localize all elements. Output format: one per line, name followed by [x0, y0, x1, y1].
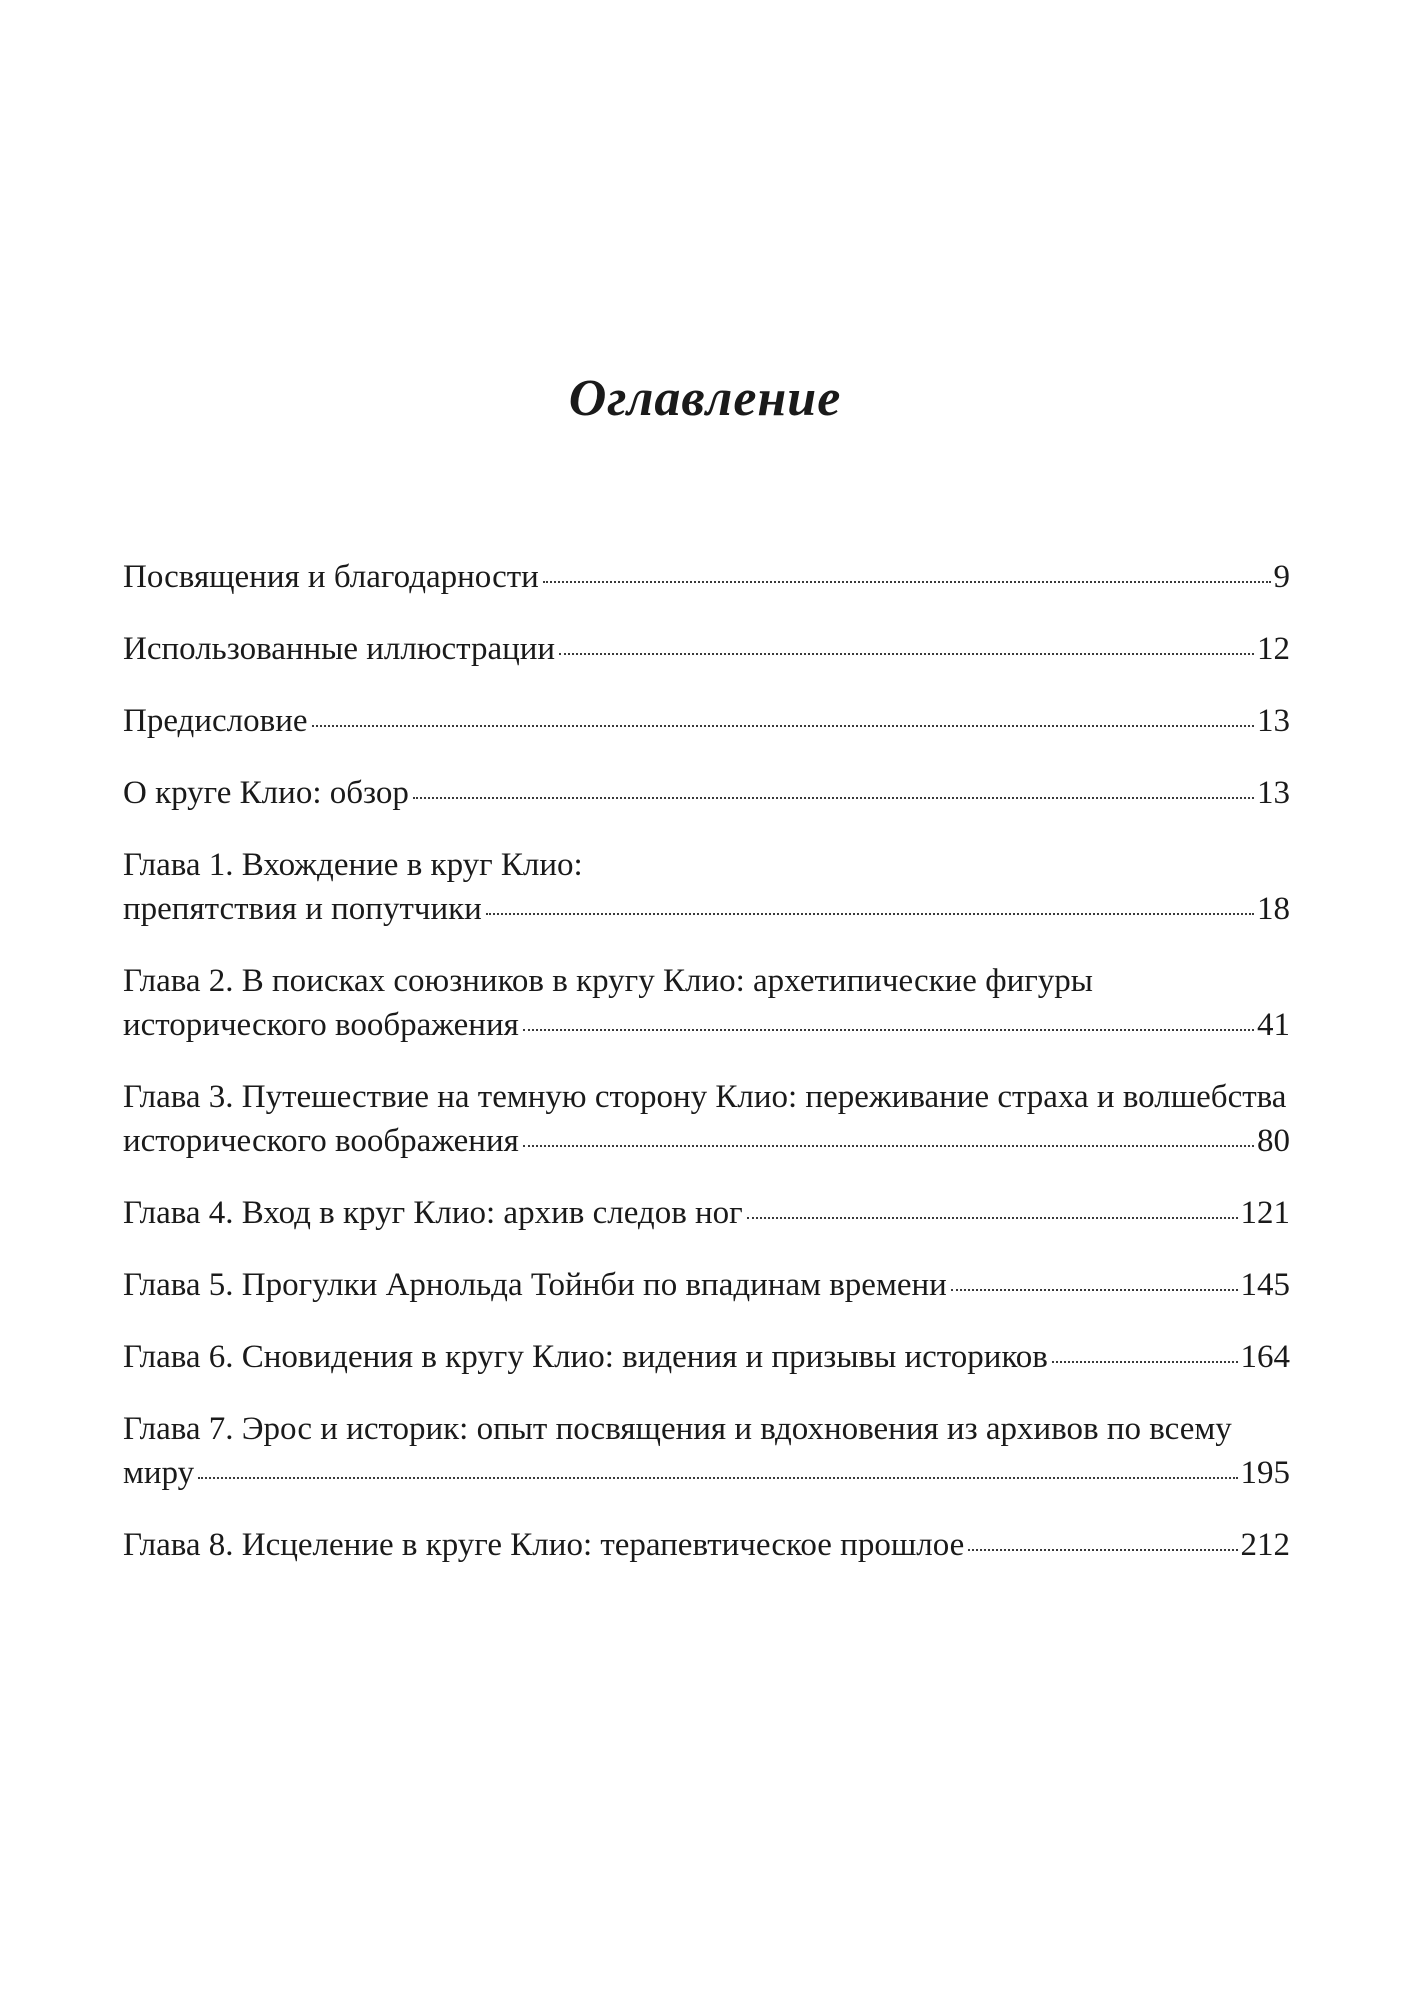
toc-entry-title: Использованные иллюстрации [123, 631, 556, 667]
toc-entry [123, 627, 1290, 671]
toc-entry-page: 13 [1257, 703, 1290, 739]
toc-entry-title: миру [123, 1455, 195, 1491]
toc-entry-page: 212 [1240, 1527, 1290, 1563]
toc-entry-line [123, 1263, 1290, 1307]
toc-entry-page: 80 [1257, 1123, 1290, 1159]
toc-entry-line [123, 1003, 1290, 1047]
dot-leader [968, 1549, 1237, 1551]
toc-entry-line [123, 1335, 1290, 1379]
dot-leader [486, 913, 1254, 915]
toc-entry-title: Глава 6. Сновидения в кругу Клио: видения и призывы историков [123, 1339, 1048, 1375]
toc-entry-title: исторического воображения [123, 1123, 519, 1159]
dot-leader [747, 1217, 1238, 1219]
toc-entry-line [123, 627, 1290, 671]
toc-entry-title: Посвящения и благодарности [123, 559, 539, 595]
toc-entry-title: Глава 4. Вход в круг Клио: архив следов ног [123, 1195, 743, 1231]
toc-entry-heading: Глава 2. В поисках союзников в кругу Клио: архетипические фигуры [123, 963, 1093, 999]
toc-entry-title: исторического воображения [123, 1007, 519, 1043]
dot-leader [523, 1145, 1254, 1147]
toc-entry-page: 121 [1240, 1195, 1290, 1231]
toc-entry-title: О круге Клио: обзор [123, 775, 409, 811]
toc-entry-line [123, 699, 1290, 743]
toc-entry-line [123, 1119, 1290, 1163]
toc-entry-line [123, 1523, 1290, 1567]
toc-entry [123, 1407, 1290, 1495]
toc-entry-line [123, 887, 1290, 931]
toc-entry-page: 41 [1257, 1007, 1290, 1043]
toc-entry-page: 195 [1240, 1455, 1290, 1491]
dot-leader [951, 1289, 1238, 1291]
toc-entry [123, 555, 1290, 599]
toc-entry-heading: Глава 1. Вхождение в круг Клио: [123, 847, 583, 883]
toc-entry [123, 1335, 1290, 1379]
toc-entry-page: 9 [1273, 559, 1290, 595]
toc-entry-title: Глава 8. Исцеление в круге Клио: терапевтическое прошлое [123, 1527, 965, 1563]
toc-entry [123, 1523, 1290, 1567]
toc-entry [123, 959, 1290, 1047]
page-title: Оглавление [568, 370, 842, 427]
toc-entry [123, 1263, 1290, 1307]
toc-entry-heading: Глава 3. Путешествие на темную сторону Клио: переживание страха и волшебства [123, 1079, 1287, 1115]
toc-entry-title: препятствия и попутчики [123, 891, 482, 927]
toc-entry-page: 145 [1240, 1267, 1290, 1303]
dot-leader [312, 725, 1255, 727]
dot-leader [198, 1477, 1237, 1479]
toc-entry-line [123, 555, 1290, 599]
toc-entry-page: 18 [1257, 891, 1290, 927]
toc-entry-line [123, 771, 1290, 815]
dot-leader [523, 1029, 1254, 1031]
toc-entry [123, 1191, 1290, 1235]
toc-entry-title: Предисловие [123, 703, 308, 739]
toc-entry [123, 771, 1290, 815]
toc-entry-line [123, 1451, 1290, 1495]
dot-leader [559, 653, 1254, 655]
toc-entry [123, 843, 1290, 931]
dot-leader [1052, 1361, 1238, 1363]
toc-entry [123, 1075, 1290, 1163]
toc-entry [123, 699, 1290, 743]
toc-entry-page: 13 [1257, 775, 1290, 811]
toc-entry-title: Глава 5. Прогулки Арнольда Тойнби по впадинам времени [123, 1267, 947, 1303]
dot-leader [543, 581, 1271, 583]
toc-entry-page: 164 [1240, 1339, 1290, 1375]
toc-entry-heading: Глава 7. Эрос и историк: опыт посвящения и вдохновения из архивов по всему [123, 1411, 1232, 1447]
dot-leader [413, 797, 1254, 799]
toc-entry-page: 12 [1257, 631, 1290, 667]
toc-entry-line [123, 1191, 1290, 1235]
